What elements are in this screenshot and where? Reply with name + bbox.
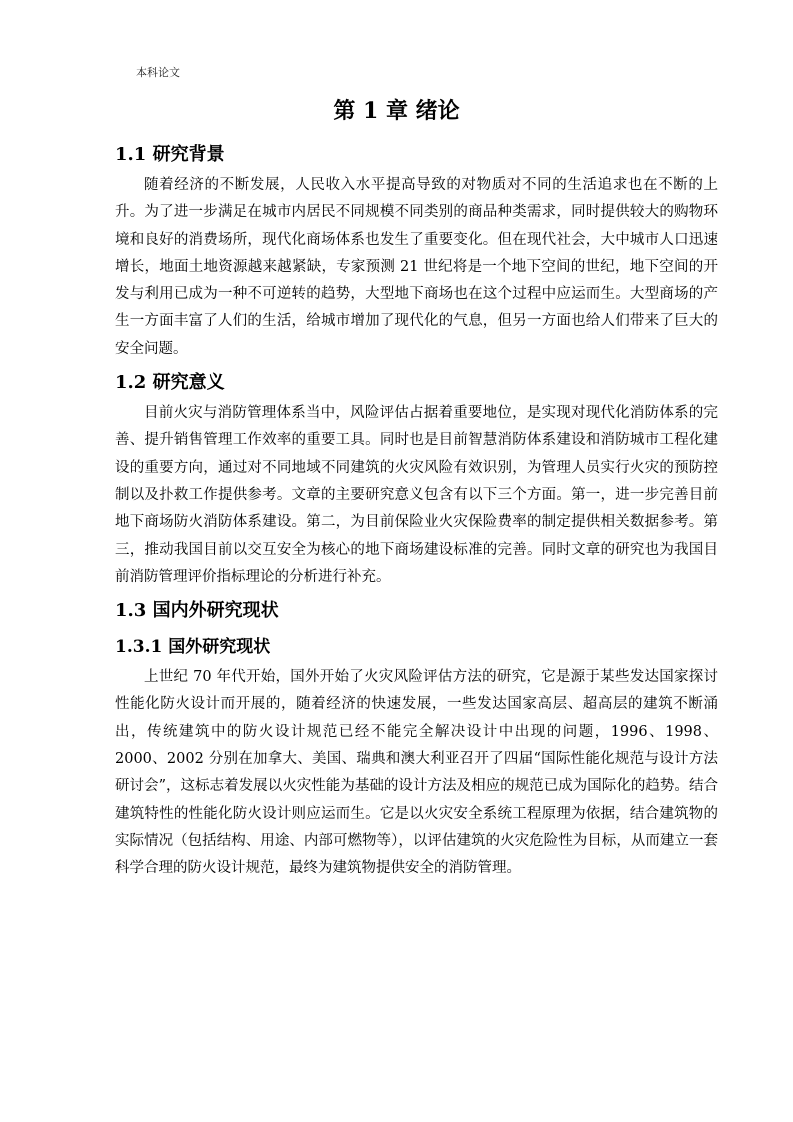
chapter-title: 第 1 章 绪论 xyxy=(333,98,460,124)
document-body xyxy=(115,138,718,886)
section-paragraph-background: 随着经济的不断发展，人民收入水平提高导致的对物质对不同的生活追求也在不断的上升。为了进一步满足在城市内居民不同规模不同类别的商品种类需求，同时提供较大的购物环境和良好的消费场所，现代化商场体系也发生了重要变化。但在现代社会，大中城市人口迅速增长，地面土地资源越来越紧缺，专家预测 21 世纪将是一个地下空间的世纪，地下空间的开发与利用已成为一种不可逆转的趋势，大型地下商场也在这个过程中应运而生。大型商场的产生一方面丰富了人们的生活，给城市增加了现代化的气息，但另一方面也给人们带来了巨大的安全问题。 xyxy=(115,177,718,357)
section-heading-research-status: 1.3 国内外研究现状 xyxy=(115,600,279,622)
section-heading-background: 1.1 研究背景 xyxy=(115,144,225,165)
page-header-label: 本科论文 xyxy=(136,66,180,79)
subsection-heading-foreign-research: 1.3.1 国外研究现状 xyxy=(115,637,271,658)
section-paragraph-significance: 目前火灾与消防管理体系当中，风险评估占据着重要地位，是实现对现代化消防体系的完善、提升销售管理工作效率的重要工具。同时也是目前智慧消防体系建设和消防城市工程化建设的重要方向，通过对不同地域不同建筑的火灾风险有效识别，为管理人员实行火灾的预防控制以及扑救工作提供参考。文章的主要研究意义包含有以下三个方面。第一，进一步完善目前地下商场防火消防体系建设。第二，为目前保险业火灾保险费率的制定提供相关数据参考。第三，推动我国目前以交互安全为核心的地下商场建设标准的完善。同时文章的研究也为我国目前消防管理评价指标理论的分析进行补充。 xyxy=(115,405,718,585)
subsection-paragraph-foreign-research: 上世纪 70 年代开始，国外开始了火灾风险评估方法的研究，它是源于某些发达国家探讨性能化防火设计而开展的，随着经济的快速发展，一些发达国家高层、超高层的建筑不断涌出，传统建筑中的防火设计规范已经不能完全解决设计中出现的问题，1996、1998、2000、2002 分别在加拿大、美国、瑞典和澳大利亚召开了四届“国际性能化规范与设计方法研讨会”，这标志着发展以火灾性能为基础的设计方法及相应的规范已成为国际化的趋势。结合建筑特性的性能化防火设计则应运而生。它是以火灾安全系统工程原理为依据，结合建筑物的实际情况（包括结构、用途、内部可燃物等），以评估建筑的火灾危险性为目标，从而建立一套科学合理的防火设计规范，最终为建筑物提供安全的消防管理。 xyxy=(115,669,718,877)
section-heading-significance: 1.2 研究意义 xyxy=(115,372,225,394)
